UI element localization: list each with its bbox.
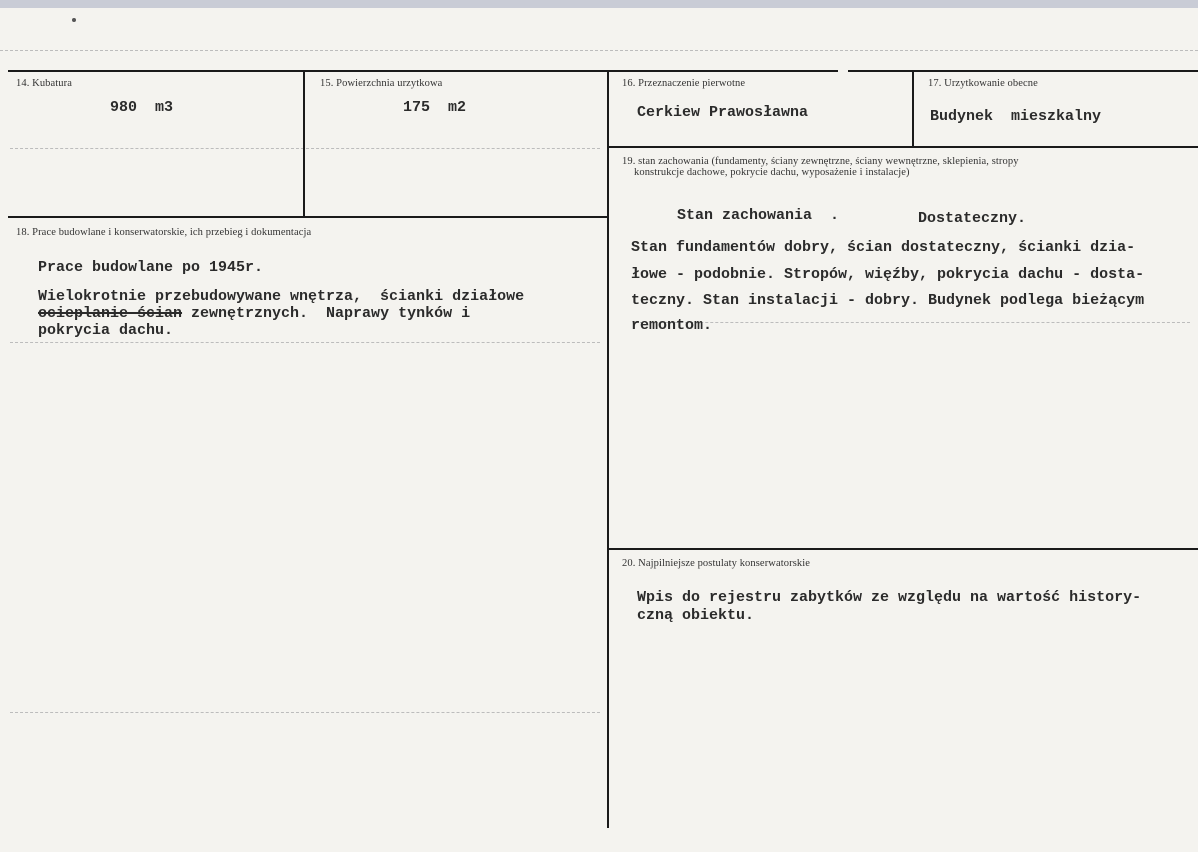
stan-zachowania-label-line1: 19. stan zachowania (fundamenty, ściany zewnętrzne, ściany wewnętrzne, sklepienia, stropy bbox=[622, 156, 1019, 167]
postulaty-line: czną obiektu. bbox=[637, 607, 755, 624]
rule-under-16-17 bbox=[608, 146, 1198, 148]
prace-budowlane-line: pokrycia dachu. bbox=[38, 322, 174, 339]
guide-row bbox=[10, 148, 600, 149]
uzytkowanie-label: 17. Urzytkowanie obecne bbox=[928, 78, 1038, 89]
ink-dot bbox=[72, 18, 76, 22]
rule-above-20 bbox=[608, 548, 1198, 550]
postulaty-label: 20. Najpilniejsze postulaty konserwatorskie bbox=[622, 558, 811, 569]
powierzchnia-label: 15. Powierzchnia urzytkowa bbox=[320, 78, 443, 89]
kubatura-value: 980 m3 bbox=[110, 99, 174, 116]
scan-top-band bbox=[0, 0, 1198, 8]
guide-row bbox=[10, 342, 600, 343]
kubatura-label: 14. Kubatura bbox=[16, 78, 73, 89]
stan-zachowania-line: teczny. Stan instalacji - dobry. Budynek podlega bieżącym bbox=[631, 292, 1145, 309]
top-rule-right bbox=[848, 70, 1198, 72]
powierzchnia-value: 175 m2 bbox=[403, 99, 467, 116]
divider-16-17 bbox=[912, 72, 914, 146]
stan-zachowania-status-label: Stan zachowania . bbox=[677, 207, 840, 224]
przeznaczenie-value: Cerkiew Prawosławna bbox=[637, 104, 809, 121]
guide-row bbox=[640, 322, 1190, 323]
stan-zachowania-line: Stan fundamentów dobry, ścian dostateczny, ścianki dzia- bbox=[631, 239, 1136, 256]
guide-row bbox=[0, 50, 1198, 51]
prace-budowlane-line: Wielokrotnie przebudowywane wnętrza, ścianki działowe bbox=[38, 288, 525, 305]
divider-14-15 bbox=[303, 72, 305, 216]
stan-zachowania-line: łowe - podobnie. Stropów, więźby, pokrycia dachu - dosta- bbox=[631, 266, 1145, 283]
rule-above-18 bbox=[8, 216, 608, 218]
prace-budowlane-label: 18. Prace budowlane i konserwatorskie, ich przebieg i dokumentacja bbox=[16, 227, 312, 238]
prace-budowlane-line: Prace budowlane po 1945r. bbox=[38, 259, 264, 276]
stan-zachowania-label-line2: konstrukcje dachowe, pokrycie dachu, wyposażenie i instalacje) bbox=[634, 167, 910, 178]
prace-budowlane-text: zewnętrznych. Naprawy tynków i bbox=[182, 305, 471, 322]
stan-zachowania-line: remontom. bbox=[631, 317, 713, 334]
uzytkowanie-value: Budynek mieszkalny bbox=[930, 108, 1102, 125]
stan-zachowania-status-value: Dostateczny. bbox=[918, 210, 1027, 227]
postulaty-line: Wpis do rejestru zabytków ze względu na wartość history- bbox=[637, 589, 1142, 606]
przeznaczenie-label: 16. Przeznaczenie pierwotne bbox=[622, 78, 746, 89]
guide-row bbox=[10, 712, 600, 713]
top-rule bbox=[8, 70, 838, 72]
center-divider bbox=[607, 72, 609, 828]
struck-text: ocieplanie ścian bbox=[38, 305, 183, 322]
